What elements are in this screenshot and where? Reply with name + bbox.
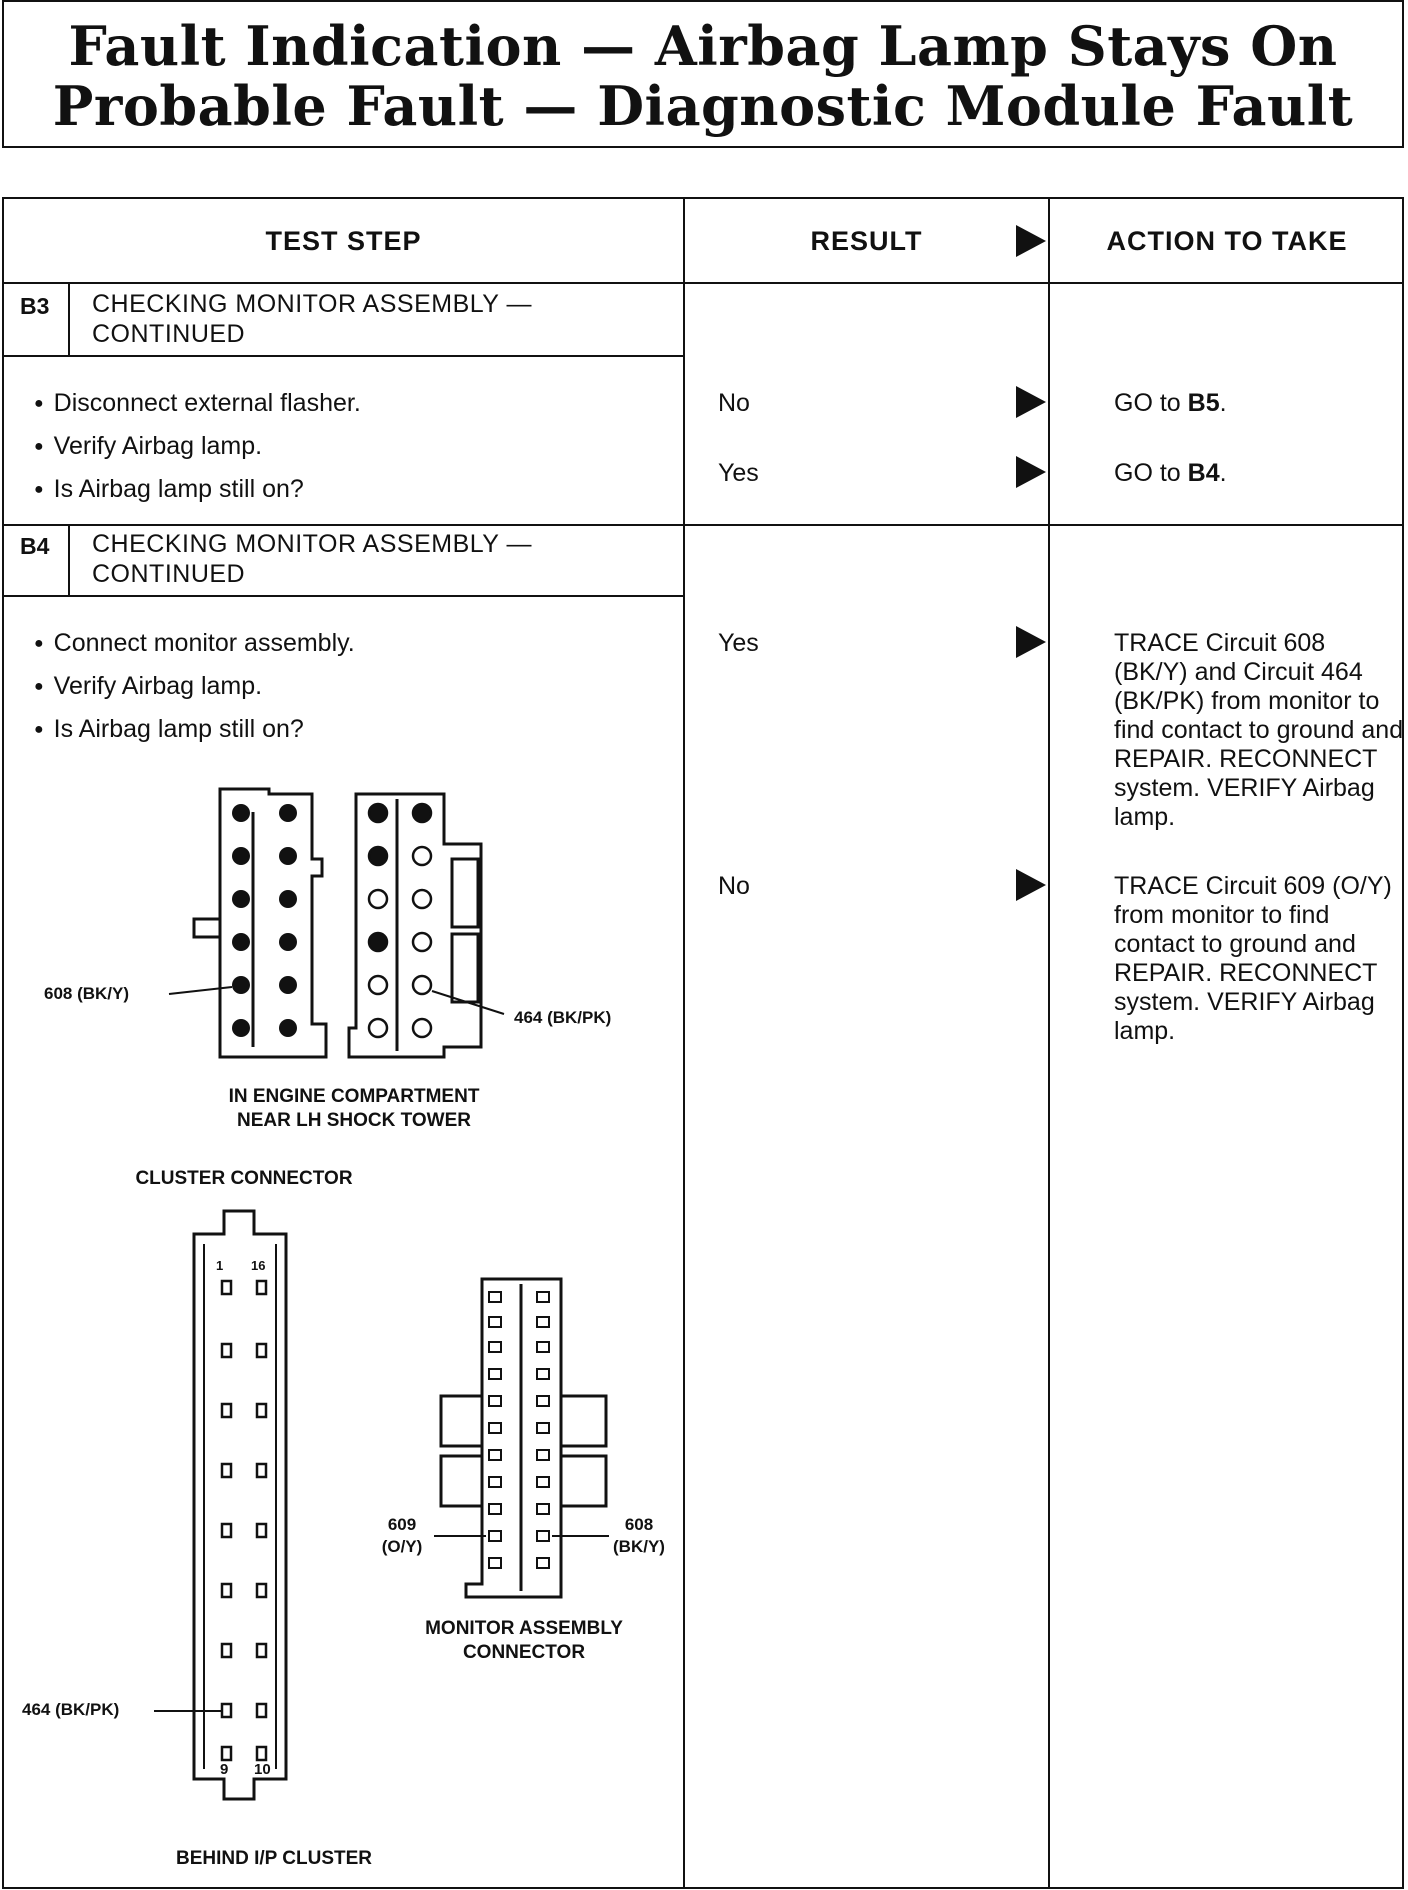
column-divider-1	[683, 199, 685, 1887]
b3-yes-arrow-icon	[1016, 456, 1046, 488]
engine-compartment-connector	[169, 789, 504, 1057]
cluster-pin-16: 16	[251, 1258, 266, 1273]
b4-result-yes: Yes	[718, 629, 759, 657]
b3-action-no: GO to B5.	[1114, 389, 1227, 417]
engine-label-464: 464 (BK/PK)	[514, 1008, 612, 1027]
b3-result-yes: Yes	[718, 459, 759, 487]
monitor-connector-caption: MONITOR ASSEMBLY CONNECTOR	[425, 1618, 623, 1663]
b4-action-no: TRACE Circuit 609 (O/Y) from monitor to find contact to ground and REPAIR. RECONNECT system. VERIFY Airbag lamp.	[1114, 872, 1392, 1045]
cluster-connector-title: CLUSTER CONNECTOR	[135, 1168, 353, 1189]
header-action: ACTION TO TAKE	[1106, 226, 1348, 256]
step-id-b4: B4	[20, 533, 50, 559]
b4-no-arrow-icon	[1016, 869, 1046, 901]
step-id-b3: B3	[20, 293, 50, 319]
b3-action-yes: GO to B4.	[1114, 459, 1227, 487]
monitor-label-608: 608 (BK/Y)	[613, 1515, 665, 1556]
b3-bullet-2: ● Verify Airbag lamp.	[34, 432, 262, 461]
cluster-pin-10: 10	[254, 1761, 271, 1778]
step-title-b3: CHECKING MONITOR ASSEMBLY — CONTINUED	[92, 290, 532, 348]
b3-bullet-3: ● Is Airbag lamp still on?	[34, 475, 304, 504]
engine-label-608: 608 (BK/Y)	[44, 984, 130, 1003]
cluster-pin-1: 1	[216, 1258, 224, 1273]
cluster-connector-caption: BEHIND I/P CLUSTER	[175, 1848, 372, 1869]
b3-no-arrow-icon	[1016, 386, 1046, 418]
header-result: RESULT	[810, 226, 923, 256]
engine-connector-caption: IN ENGINE COMPARTMENT NEAR LH SHOCK TOWER	[228, 1086, 480, 1131]
column-divider-2	[1048, 199, 1050, 1887]
b4-result-no: No	[718, 872, 750, 900]
b4-yes-arrow-icon	[1016, 626, 1046, 658]
b3-bullet-1: ● Disconnect external flasher.	[34, 389, 361, 418]
b4-action-yes: TRACE Circuit 608 (BK/Y) and Circuit 464 (BK/PK) from monitor to find contact to ground and REPAIR. RECONNECT system. VERIFY Airbag lamp.	[1114, 629, 1404, 831]
b4-bullet-1: ● Connect monitor assembly.	[34, 629, 355, 658]
cluster-pin-9: 9	[220, 1761, 229, 1778]
title-line-2: Probable Fault — Diagnostic Module Fault	[52, 74, 1354, 138]
cluster-label-464: 464 (BK/PK)	[22, 1700, 120, 1719]
monitor-label-609: 609 (O/Y)	[381, 1515, 423, 1556]
test-step-table	[2, 197, 1404, 1889]
title-box	[2, 0, 1404, 148]
monitor-assembly-connector	[434, 1279, 609, 1597]
b3-result-no: No	[718, 389, 750, 417]
header-test-step: TEST STEP	[265, 226, 422, 256]
header-arrow-icon	[1016, 225, 1046, 257]
b4-bullet-3: ● Is Airbag lamp still on?	[34, 715, 304, 744]
title-line-1: Fault Indication — Airbag Lamp Stays On	[68, 14, 1338, 78]
b4-bullet-2: ● Verify Airbag lamp.	[34, 672, 262, 701]
step-title-b4: CHECKING MONITOR ASSEMBLY — CONTINUED	[92, 530, 532, 588]
cluster-connector	[154, 1211, 286, 1799]
